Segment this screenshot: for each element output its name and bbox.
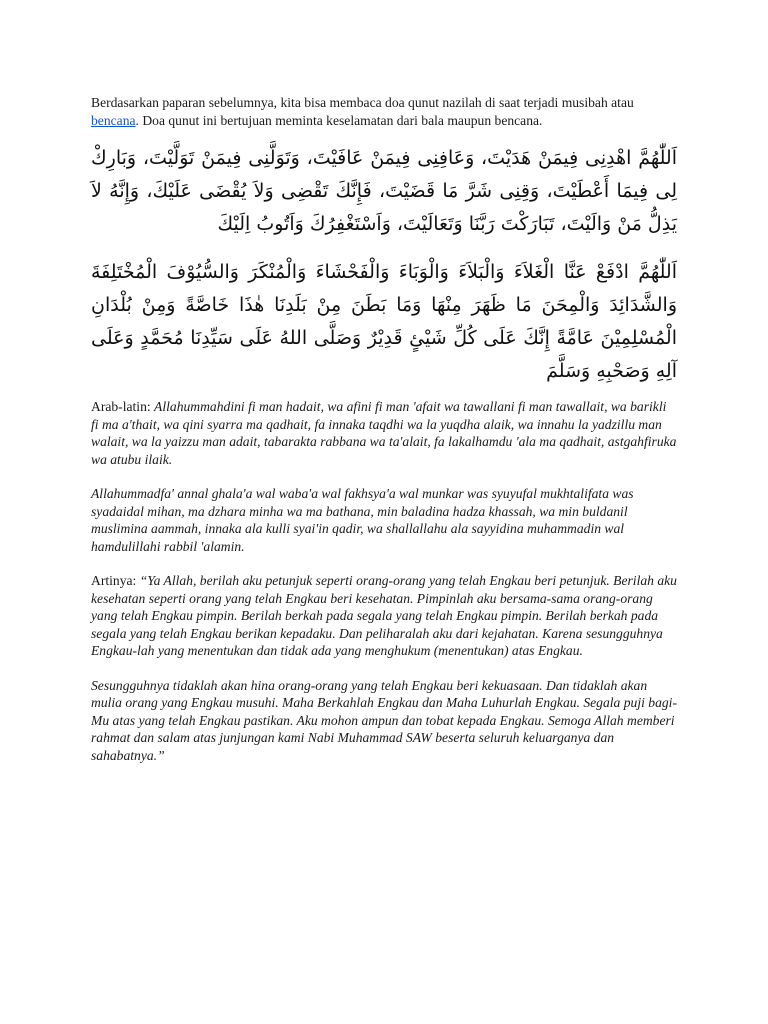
arabic-doa-qunut-nazilah: اَللّٰهُمَّ ادْفَعْ عَنَّا الْغَلاَءَ وَالْبَلاَءَ وَالْوَبَاءَ وَالْفَحْشَاءَ وَالْمُنْكَرَ وَالسُّيُوْفَ الْمُخْتَلِفَةَ وَالشَّدَائِدَ وَالْمِحَنَ مَا ظَهَرَ مِنْهَا وَمَا بَطَنَ مِنْ بَلَدِنَا هٰذَا خَاصَّةً وَمِنْ بُلْدَانِ الْمُسْلِمِيْنَ عَامَّةً إِنَّكَ عَلَى كُلِّ شَيْئٍ قَدِيْرٌ وَصَلَّى اللهُ عَلَى سَيِّدِنَا مُحَمَّدٍ وَعَلَى آلِهِ وَصَحْبِهِ وَسَلَّمَ [91, 261, 677, 382]
arabic-doa-qunut: اَللّٰهُمَّ اهْدِنِى فِيمَنْ هَدَيْتَ، وَعَافِنِى فِيمَنْ عَافَيْتَ، وَتَوَلَّنِى فِيمَنْ تَوَلَّيْتَ، وَبَارِكْ لِى فِيمَا أَعْطَيْتَ، وَقِنِى شَرَّ مَا قَضَيْتَ، فَإِنَّكَ تَقْضِى وَلاَ يُقْضَى عَلَيْكَ، وَإِنَّهُ لاَ يَذِلُّ مَنْ وَالَيْتَ، تَبَارَكْتَ رَبَّنَا وَتَعَالَيْتَ، وَاَسْتَغْفِرُكَ وَاَتُوبُ اِلَيْكَ [91, 147, 677, 235]
bencana-link[interactable]: bencana [91, 112, 136, 128]
intro-paragraph [91, 94, 677, 129]
latin-text-1: Allahummahdini fi man hadait, wa afini fi man 'afait wa tawallani fi man tawallait, wa barikli fi ma a'thait, wa qini syarra ma qadhait, fa innaka taqdhi wa la yuqdha alaik, wa innahu la yadzillu man walait, wa la yaizzu man adait, tabarakta rabbana wa ta'alait, fa lakalhamdu 'ala ma qadhait, astgahfiruka wa atubu ilaik. [91, 399, 677, 467]
translation-label: Artinya: [91, 573, 140, 588]
translation-paragraph-2: Sesungguhnya tidaklah akan hina orang-orang yang telah Engkau beri kekuasaan. Dan tidaklah akan mulia orang yang Engkau musuhi. Maha Berkahlah Engkau dan Maha Luhurlah Engkau. Segala puji bagi-Mu atas yang telah Engkau pastikan. Aku mohon ampun dan tobat kepada Engkau. Semoga Allah memberi rahmat dan salam atas junjungan kami Nabi Muhammad SAW beserta seluruh keluarganya dan sahabatnya.” [91, 677, 677, 763]
latin-paragraph-2: Allahummadfa' annal ghala'a wal waba'a wal fakhsya'a wal munkar was syuyufal mukhtalifata was syadaidal mihan, ma dzhara minha wa ma bathana, min baladina hadza khassah, wa min buldanil muslimina aammah, innaka ala kulli syai'in qadir, wa shallallahu ala sayyidina muhammadin wal hamdulillahi rabbil 'alamin. [91, 486, 634, 554]
translation-text-1: “Ya Allah, berilah aku petunjuk seperti orang-orang yang telah Engkau beri petunjuk. Berilah aku kesehatan seperti orang yang telah Engkau beri kesehatan. Pimpinlah aku bersama-sama orang-orang yang telah Engkau pimpin. Berilah berkah pada segala yang telah Engkau pimpin. Berilah berkah pada segala yang telah Engkau berikan kepadaku. Dan peliharalah aku dari kejahatan. Karena sesungguhnya Engkau-lah yang menentukan dan tidak ada yang menghukum (menentukan) atas Engkau. [91, 573, 677, 658]
intro-text-after-link: . Doa qunut ini bertujuan meminta keselamatan dari bala maupun bencana. [135, 112, 543, 128]
intro-text-before-link: Berdasarkan paparan sebelumnya, kita bisa membaca doa qunut nazilah di saat terjadi musibah atau [91, 95, 634, 110]
latin-label: Arab-latin: [91, 399, 155, 414]
translation-paragraph-1 [91, 572, 677, 660]
latin-paragraph-1 [91, 398, 677, 468]
document-page [91, 94, 677, 781]
